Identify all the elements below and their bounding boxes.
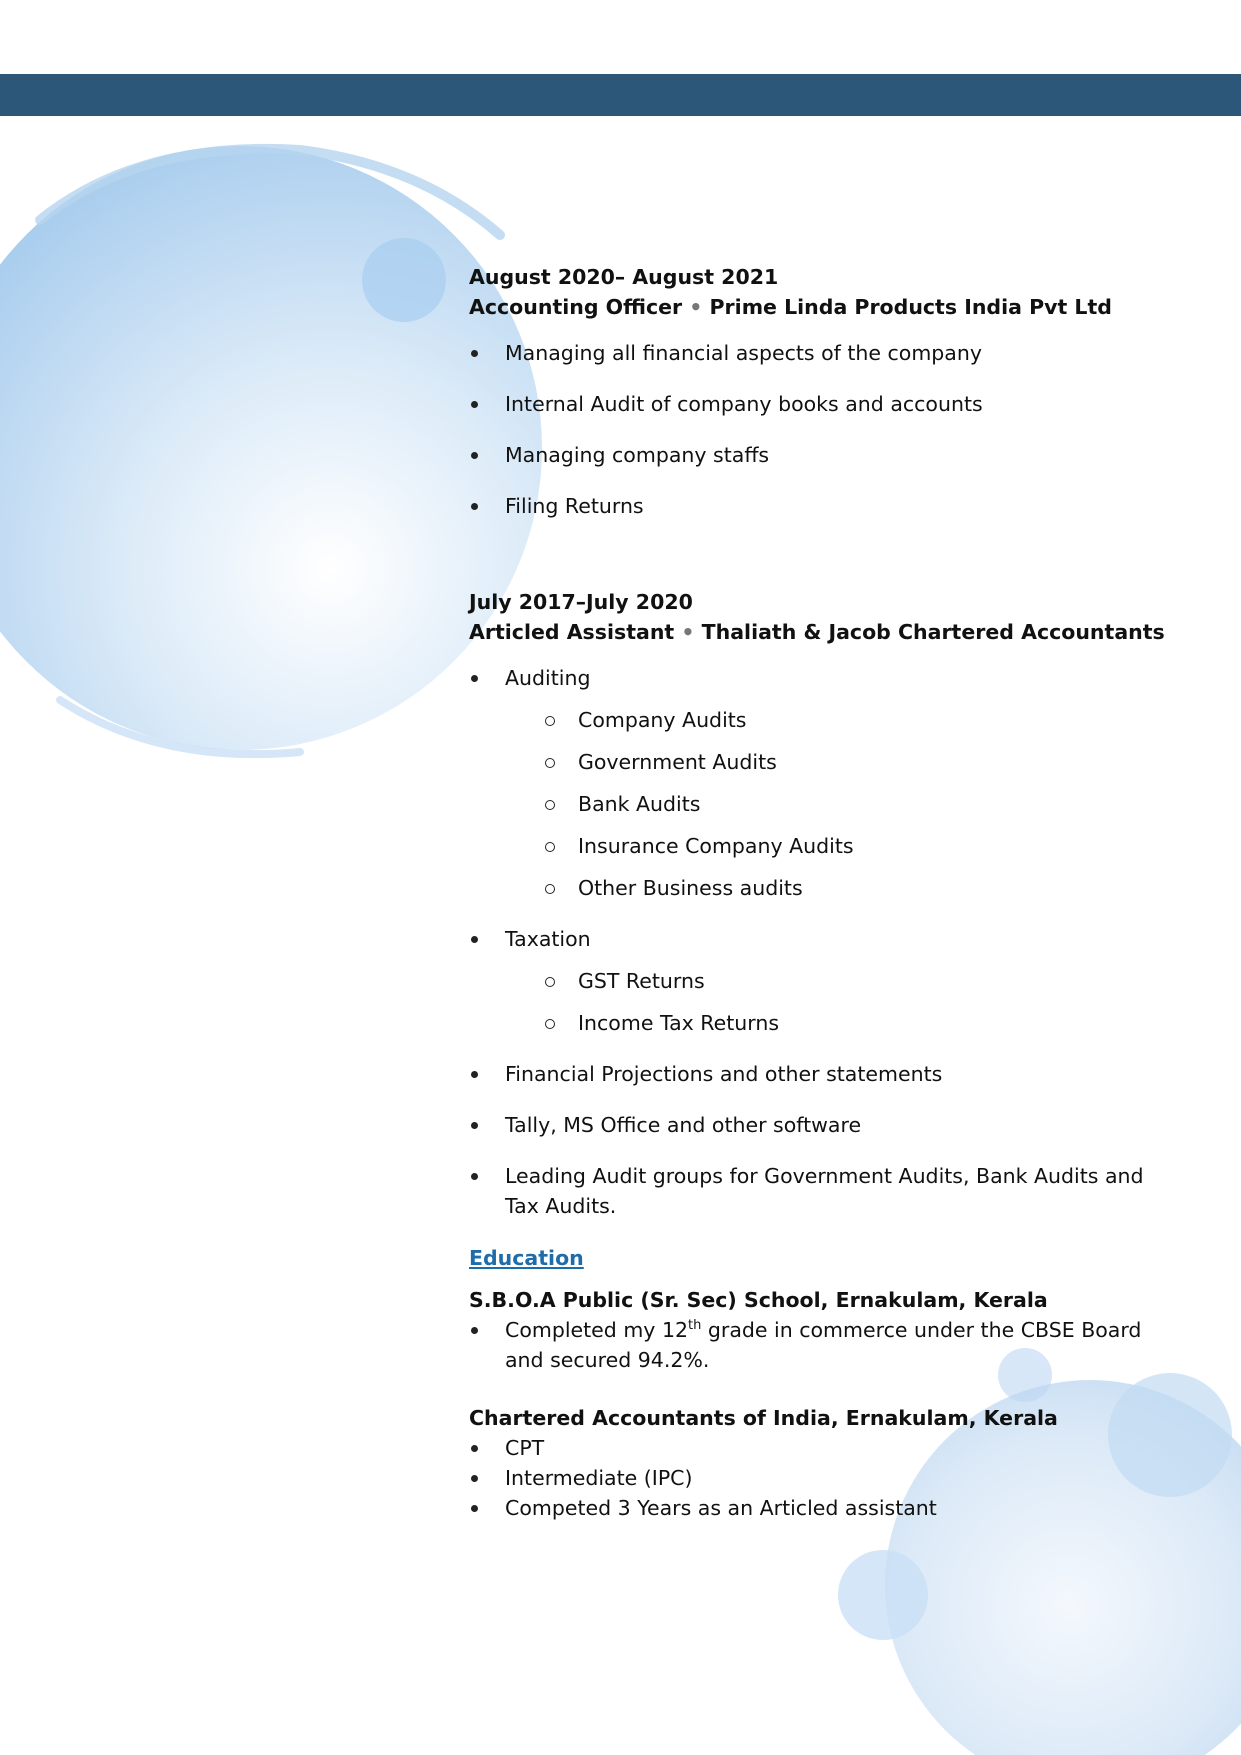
job-role: Articled Assistant <box>469 620 675 644</box>
small-circle-top <box>362 238 446 322</box>
list-item: Financial Projections and other statements <box>469 1059 1169 1089</box>
sub-list <box>505 705 1169 903</box>
list-item: Leading Audit groups for Government Audits, Bank Audits and Tax Audits. <box>469 1161 1169 1221</box>
school-detail-list <box>469 1315 1169 1375</box>
job-entry-2 <box>469 587 1169 1221</box>
circle-bottom-small <box>838 1550 928 1640</box>
job-role: Accounting Officer <box>469 295 683 319</box>
list-item: Internal Audit of company books and accounts <box>469 389 1169 419</box>
school-name: S.B.O.A Public (Sr. Sec) School, Ernakulam, Kerala <box>469 1288 1048 1312</box>
detail-text: Completed my 12 <box>505 1318 689 1342</box>
school-detail-list <box>469 1433 1169 1523</box>
detail-text: grade in commerce under the CBSE Board and secured 94.2%. <box>505 1318 1142 1372</box>
large-circle-left <box>0 146 542 750</box>
list-item: CPT <box>469 1433 1169 1463</box>
sub-list-item: Government Audits <box>469 747 1169 777</box>
list-item: Managing company staffs <box>469 440 1169 470</box>
sub-list-item: Income Tax Returns <box>469 1008 1169 1038</box>
list-item: Competed 3 Years as an Articled assistant <box>469 1493 1169 1523</box>
list-item-auditing <box>469 663 1169 903</box>
job-company: Prime Linda Products India Pvt Ltd <box>709 295 1112 319</box>
list-item <box>469 1315 1169 1375</box>
job-company: Thaliath & Jacob Chartered Accountants <box>701 620 1165 644</box>
job-title <box>469 617 1169 647</box>
separator-dot: • <box>689 295 703 319</box>
school-name: Chartered Accountants of India, Ernakulam, Kerala <box>469 1406 1058 1430</box>
job-entry-1 <box>469 262 1169 521</box>
list-item-label: Taxation <box>505 927 591 951</box>
sub-list-item: Other Business audits <box>469 873 1169 903</box>
duty-list <box>469 663 1169 1221</box>
list-item-taxation <box>469 924 1169 1038</box>
separator-dot: • <box>681 620 695 644</box>
list-item: Tally, MS Office and other software <box>469 1110 1169 1140</box>
sub-list-item: GST Returns <box>469 966 1169 996</box>
list-item: Managing all financial aspects of the company <box>469 338 1169 368</box>
sub-list <box>505 966 1169 1038</box>
job-title <box>469 292 1169 322</box>
education-heading[interactable]: Education <box>469 1246 584 1270</box>
duty-list <box>469 338 1169 521</box>
sub-list-item: Insurance Company Audits <box>469 831 1169 861</box>
list-item: Filing Returns <box>469 491 1169 521</box>
job-date: August 2020– August 2021 <box>469 265 779 289</box>
resume-content <box>469 262 1169 1523</box>
list-item-label: Auditing <box>505 666 591 690</box>
list-item: Intermediate (IPC) <box>469 1463 1169 1493</box>
sub-list-item: Company Audits <box>469 705 1169 735</box>
superscript: th <box>688 1318 702 1334</box>
job-date: July 2017–July 2020 <box>469 590 693 614</box>
sub-list-item: Bank Audits <box>469 789 1169 819</box>
